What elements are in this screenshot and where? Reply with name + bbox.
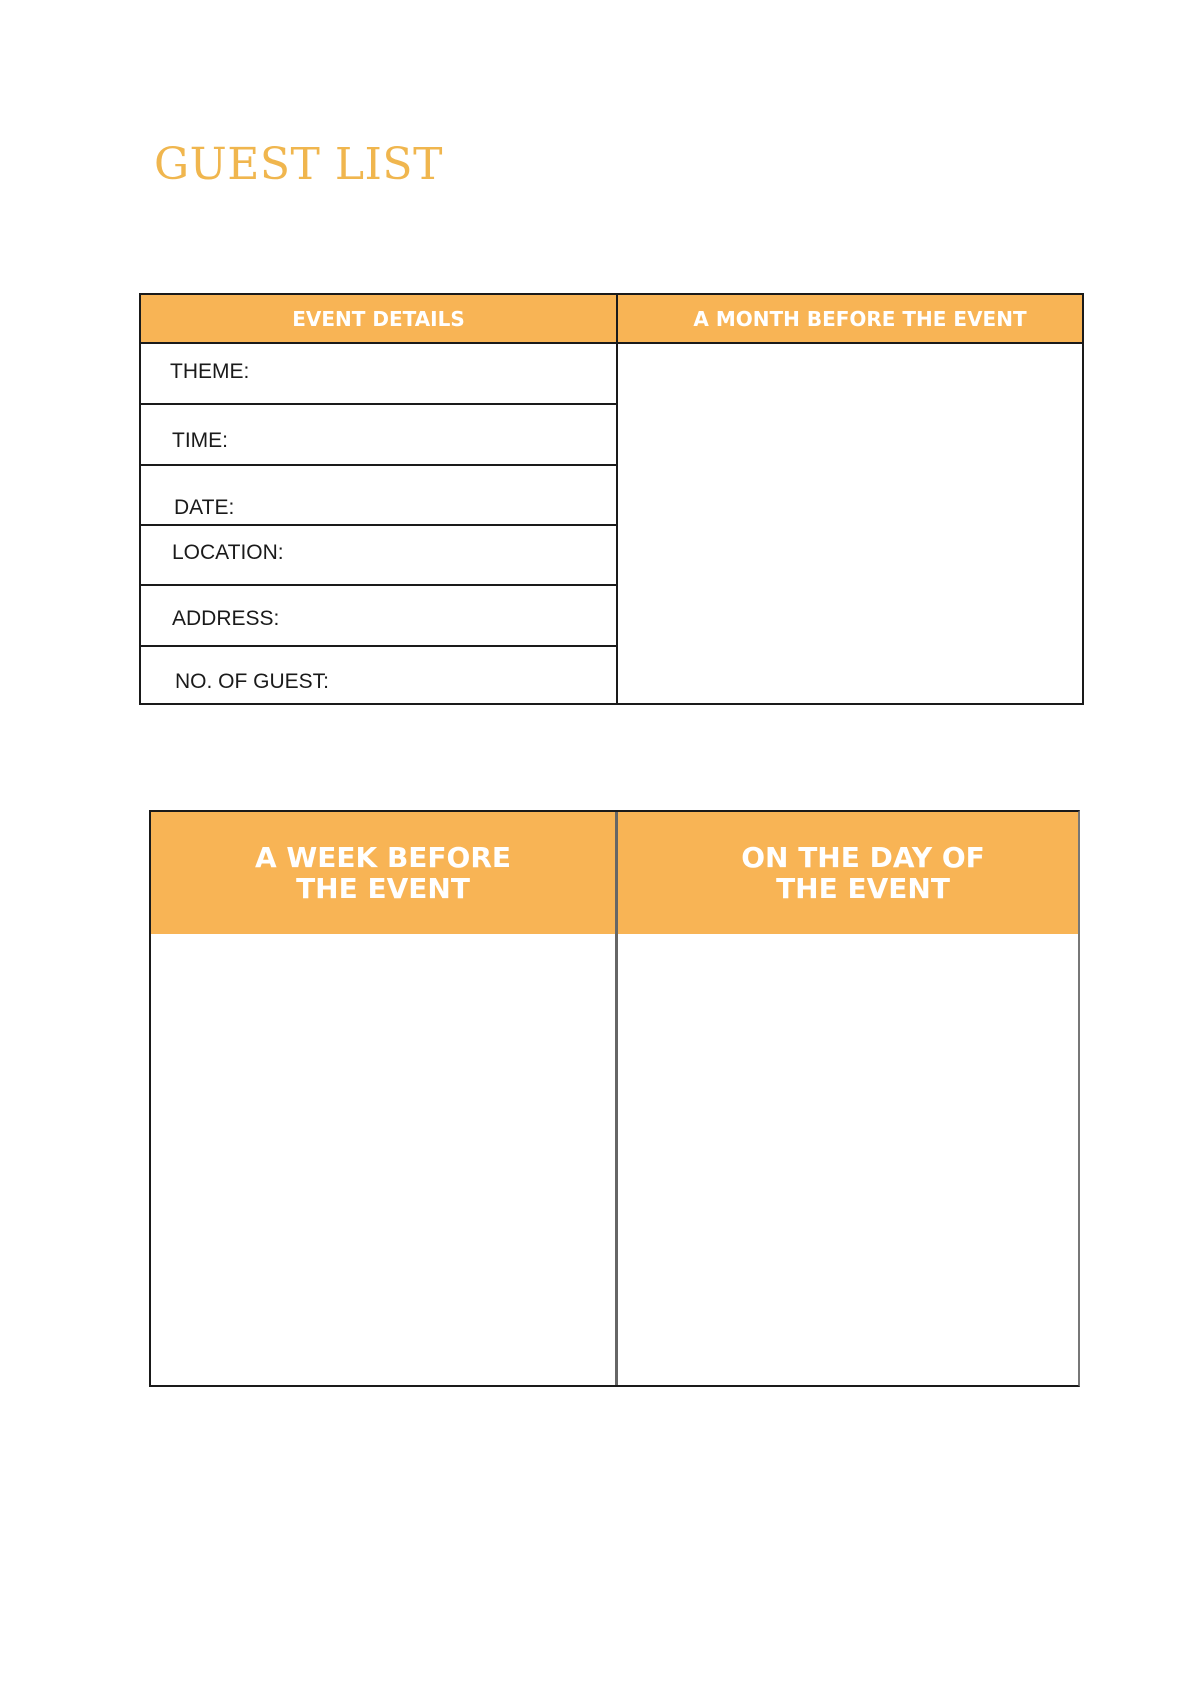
time-row[interactable]	[141, 405, 616, 466]
week-before-notes-area[interactable]	[151, 934, 615, 1385]
event-details-header: EVENT DETAILS	[141, 295, 616, 344]
address-row[interactable]	[141, 586, 616, 647]
address-label: ADDRESS:	[172, 607, 280, 630]
time-label: TIME:	[172, 429, 228, 452]
month-before-header: A MONTH BEFORE THE EVENT	[618, 295, 1082, 344]
location-row[interactable]	[141, 526, 616, 586]
guest-count-row[interactable]	[141, 647, 616, 703]
day-of-notes-area[interactable]	[618, 934, 1078, 1385]
month-before-notes-area[interactable]	[618, 344, 1082, 703]
guest-count-label: NO. OF GUEST:	[175, 670, 330, 693]
date-label: DATE:	[174, 496, 235, 519]
event-details-table	[139, 293, 1084, 705]
planning-table	[149, 810, 1080, 1387]
column-divider	[616, 295, 618, 703]
date-row[interactable]	[141, 466, 616, 526]
week-before-header-line1: A WEEK BEFORE	[254, 841, 512, 874]
day-of-header-line1: ON THE DAY OF	[741, 841, 985, 874]
page-title: GUEST LIST	[154, 139, 443, 190]
theme-label: THEME:	[170, 360, 250, 383]
theme-row[interactable]	[141, 344, 616, 405]
week-before-header	[151, 812, 615, 934]
location-label: LOCATION:	[172, 541, 284, 564]
column-divider	[615, 812, 618, 1385]
day-of-header-line2: THE EVENT	[776, 872, 950, 905]
week-before-header-line2: THE EVENT	[296, 872, 470, 905]
day-of-header	[618, 812, 1078, 934]
